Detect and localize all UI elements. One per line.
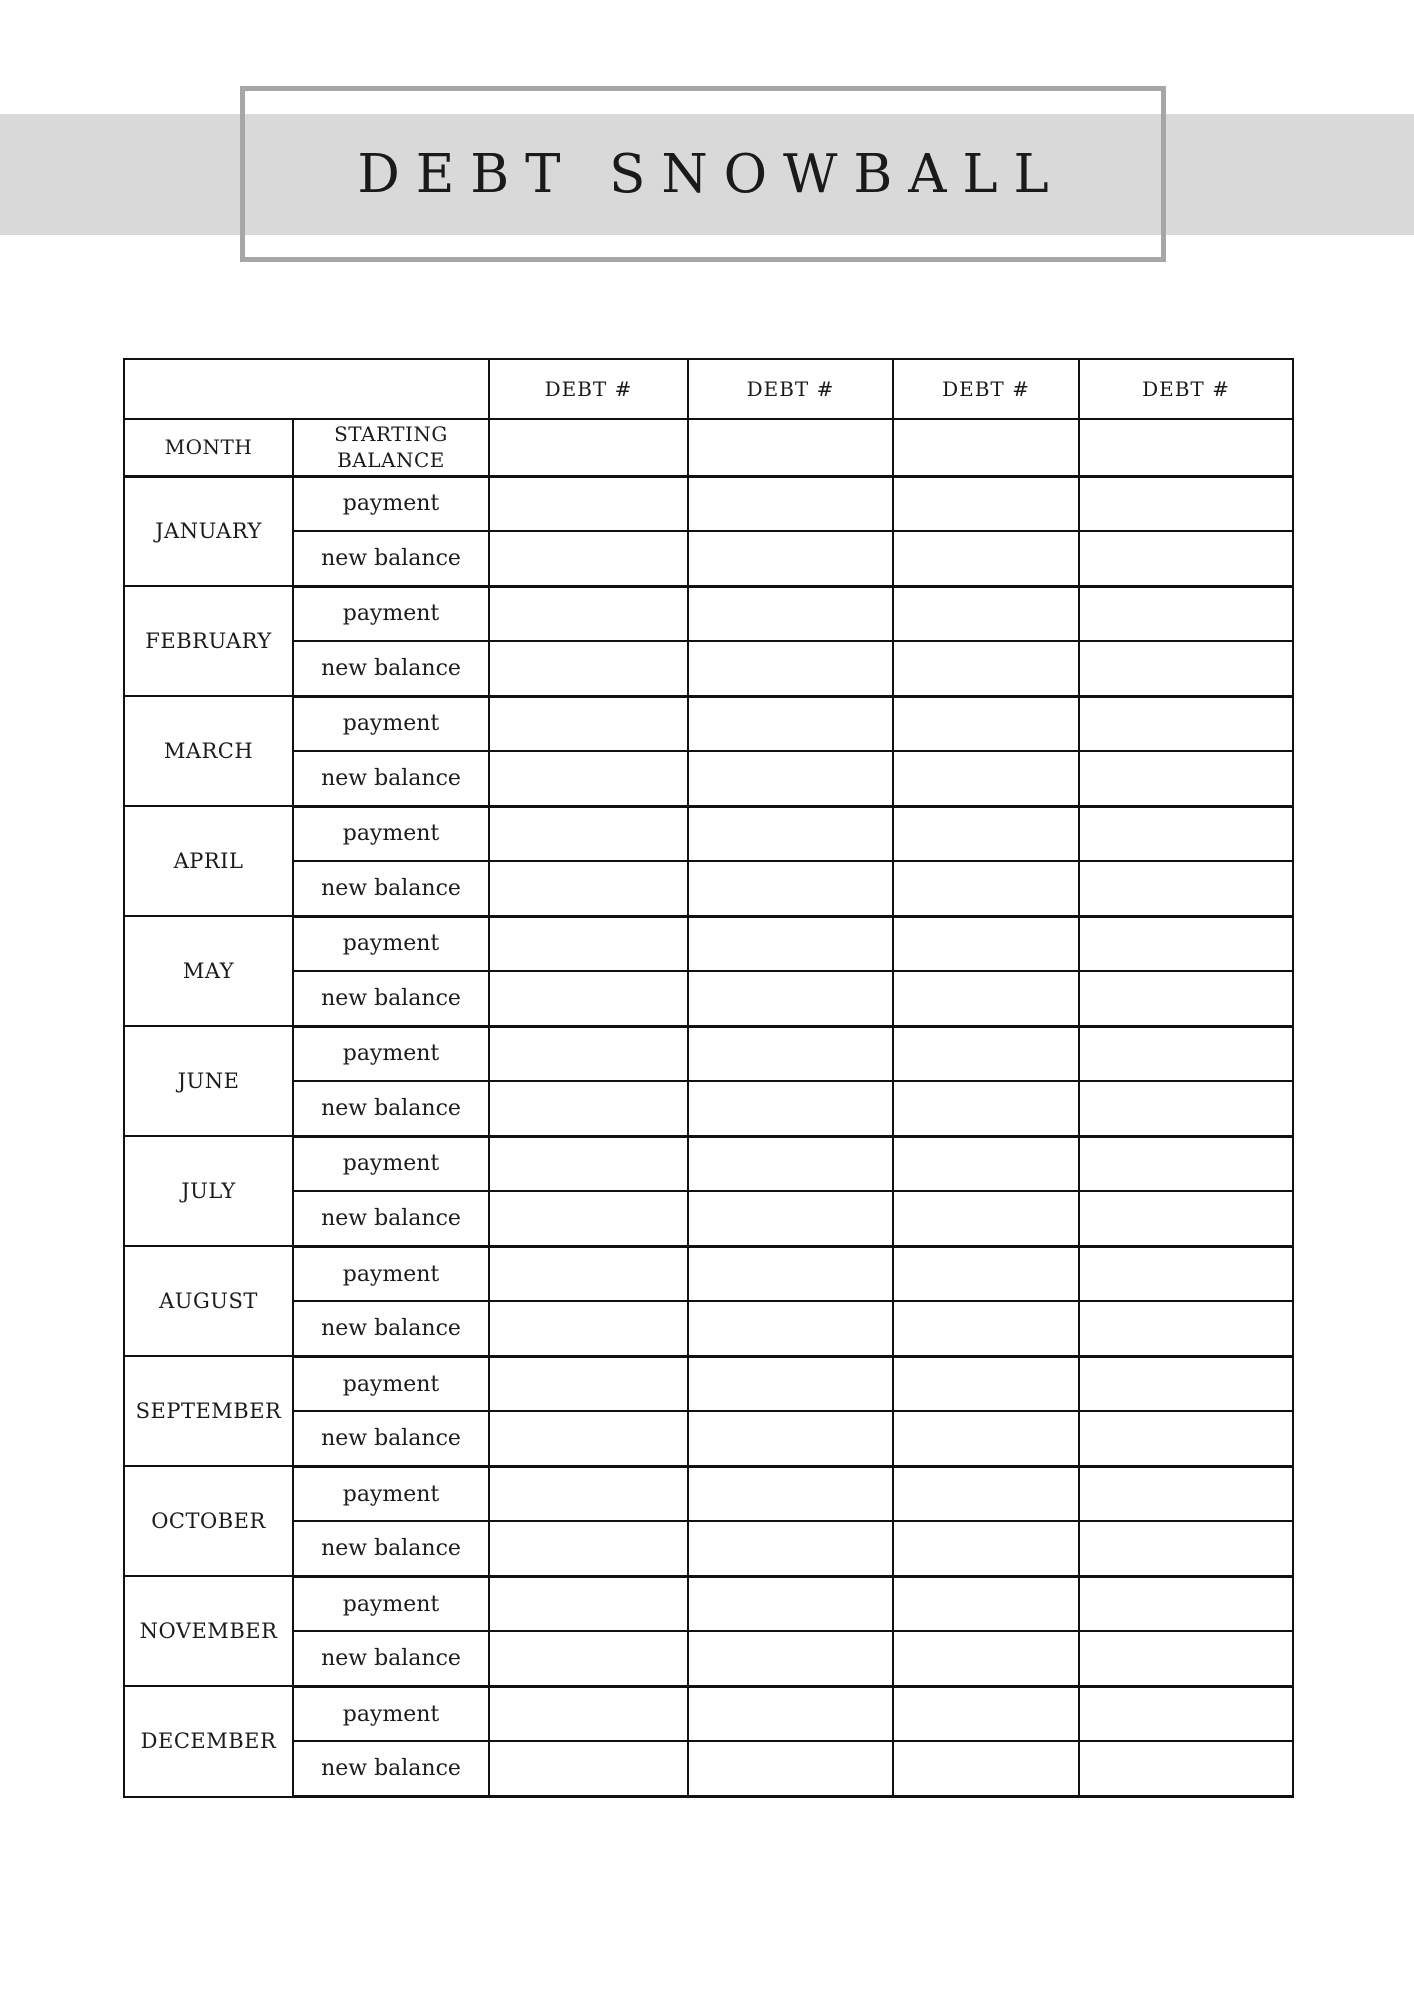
- value-cell[interactable]: [893, 971, 1079, 1026]
- value-cell[interactable]: [489, 1081, 688, 1136]
- value-cell[interactable]: [1079, 1576, 1293, 1631]
- payment-label: payment: [293, 1576, 489, 1631]
- value-cell[interactable]: [688, 861, 893, 916]
- new-balance-row: [124, 1411, 1293, 1466]
- value-cell[interactable]: [489, 806, 688, 861]
- value-cell[interactable]: [688, 916, 893, 971]
- value-cell[interactable]: [489, 1466, 688, 1521]
- debt-header-row: [124, 359, 1293, 419]
- value-cell[interactable]: [1079, 971, 1293, 1026]
- new-balance-row: [124, 531, 1293, 586]
- new-balance-row: [124, 971, 1293, 1026]
- value-cell[interactable]: [893, 861, 1079, 916]
- payment-row: [124, 806, 1293, 861]
- new-balance-label: new balance: [293, 1521, 489, 1576]
- new-balance-row: [124, 641, 1293, 696]
- value-cell[interactable]: [893, 1631, 1079, 1686]
- page-title: DEBT SNOWBALL: [357, 144, 1065, 205]
- value-cell[interactable]: [688, 1576, 893, 1631]
- value-cell[interactable]: [489, 1301, 688, 1356]
- value-cell[interactable]: [1079, 531, 1293, 586]
- value-cell[interactable]: [893, 1136, 1079, 1191]
- value-cell[interactable]: [1079, 751, 1293, 806]
- month-cell: DECEMBER: [124, 1686, 293, 1796]
- payment-label: payment: [293, 1686, 489, 1741]
- month-cell: JANUARY: [124, 476, 293, 586]
- value-cell[interactable]: [893, 1081, 1079, 1136]
- value-cell[interactable]: [688, 971, 893, 1026]
- new-balance-row: [124, 751, 1293, 806]
- debt-column-header[interactable]: DEBT #: [893, 359, 1079, 419]
- new-balance-label: new balance: [293, 1191, 489, 1246]
- payment-label: payment: [293, 1136, 489, 1191]
- starting-balance-line2: BALANCE: [337, 448, 445, 473]
- value-cell[interactable]: [893, 641, 1079, 696]
- value-cell[interactable]: [489, 1356, 688, 1411]
- value-cell[interactable]: [688, 1521, 893, 1576]
- value-cell[interactable]: [893, 531, 1079, 586]
- value-cell[interactable]: [489, 531, 688, 586]
- new-balance-row: [124, 1081, 1293, 1136]
- month-cell: APRIL: [124, 806, 293, 916]
- value-cell[interactable]: [688, 1136, 893, 1191]
- payment-row: [124, 1576, 1293, 1631]
- new-balance-label: new balance: [293, 1081, 489, 1136]
- value-cell[interactable]: [688, 1411, 893, 1466]
- month-cell: FEBRUARY: [124, 586, 293, 696]
- value-cell[interactable]: [1079, 1246, 1293, 1301]
- value-cell[interactable]: [489, 1521, 688, 1576]
- value-cell[interactable]: [489, 1411, 688, 1466]
- month-cell: AUGUST: [124, 1246, 293, 1356]
- value-cell[interactable]: [688, 641, 893, 696]
- new-balance-label: new balance: [293, 1411, 489, 1466]
- value-cell[interactable]: [1079, 1301, 1293, 1356]
- value-cell[interactable]: [893, 1521, 1079, 1576]
- value-cell[interactable]: [893, 1356, 1079, 1411]
- starting-balance-header: [293, 419, 489, 476]
- debt-column-header[interactable]: DEBT #: [1079, 359, 1293, 419]
- month-cell: NOVEMBER: [124, 1576, 293, 1686]
- value-cell[interactable]: [893, 1026, 1079, 1081]
- value-cell[interactable]: [489, 916, 688, 971]
- payment-row: [124, 916, 1293, 971]
- value-cell[interactable]: [1079, 641, 1293, 696]
- new-balance-label: new balance: [293, 1741, 489, 1796]
- value-cell[interactable]: [489, 476, 688, 531]
- new-balance-row: [124, 861, 1293, 916]
- value-cell[interactable]: [688, 1301, 893, 1356]
- payment-row: [124, 1356, 1293, 1411]
- payment-row: [124, 1246, 1293, 1301]
- corner-cell: [124, 359, 489, 419]
- value-cell[interactable]: [1079, 1466, 1293, 1521]
- value-cell[interactable]: [1079, 1356, 1293, 1411]
- value-cell[interactable]: [688, 586, 893, 641]
- value-cell[interactable]: [688, 419, 893, 476]
- value-cell[interactable]: [1079, 861, 1293, 916]
- month-column-header: MONTH: [124, 419, 293, 476]
- value-cell[interactable]: [893, 1466, 1079, 1521]
- value-cell[interactable]: [489, 1246, 688, 1301]
- value-cell[interactable]: [1079, 696, 1293, 751]
- value-cell[interactable]: [489, 1741, 688, 1796]
- payment-label: payment: [293, 1026, 489, 1081]
- value-cell[interactable]: [1079, 1081, 1293, 1136]
- value-cell[interactable]: [1079, 806, 1293, 861]
- new-balance-label: new balance: [293, 751, 489, 806]
- new-balance-label: new balance: [293, 531, 489, 586]
- debt-column-header[interactable]: DEBT #: [688, 359, 893, 419]
- new-balance-row: [124, 1301, 1293, 1356]
- value-cell[interactable]: [1079, 1136, 1293, 1191]
- value-cell[interactable]: [489, 641, 688, 696]
- payment-label: payment: [293, 1466, 489, 1521]
- value-cell[interactable]: [1079, 1686, 1293, 1741]
- value-cell[interactable]: [489, 419, 688, 476]
- value-cell[interactable]: [489, 586, 688, 641]
- value-cell[interactable]: [489, 1136, 688, 1191]
- value-cell[interactable]: [1079, 586, 1293, 641]
- payment-label: payment: [293, 1246, 489, 1301]
- payment-row: [124, 1026, 1293, 1081]
- month-cell: SEPTEMBER: [124, 1356, 293, 1466]
- value-cell[interactable]: [1079, 476, 1293, 531]
- month-cell: JULY: [124, 1136, 293, 1246]
- value-cell[interactable]: [688, 1631, 893, 1686]
- payment-label: payment: [293, 696, 489, 751]
- payment-label: payment: [293, 1356, 489, 1411]
- new-balance-row: [124, 1191, 1293, 1246]
- value-cell[interactable]: [688, 1191, 893, 1246]
- value-cell[interactable]: [1079, 1191, 1293, 1246]
- value-cell[interactable]: [893, 1686, 1079, 1741]
- month-header-row: [124, 419, 1293, 476]
- value-cell[interactable]: [893, 806, 1079, 861]
- value-cell[interactable]: [688, 1356, 893, 1411]
- value-cell[interactable]: [489, 696, 688, 751]
- value-cell[interactable]: [688, 1026, 893, 1081]
- debt-snowball-table: [123, 358, 1294, 1798]
- payment-row: [124, 1136, 1293, 1191]
- debt-column-header[interactable]: DEBT #: [489, 359, 688, 419]
- value-cell[interactable]: [893, 586, 1079, 641]
- value-cell[interactable]: [489, 861, 688, 916]
- value-cell[interactable]: [893, 1741, 1079, 1796]
- value-cell[interactable]: [893, 916, 1079, 971]
- payment-row: [124, 476, 1293, 531]
- value-cell[interactable]: [688, 696, 893, 751]
- value-cell[interactable]: [688, 531, 893, 586]
- value-cell[interactable]: [893, 751, 1079, 806]
- value-cell[interactable]: [489, 1686, 688, 1741]
- payment-label: payment: [293, 916, 489, 971]
- value-cell[interactable]: [1079, 1026, 1293, 1081]
- value-cell[interactable]: [893, 419, 1079, 476]
- value-cell[interactable]: [893, 1191, 1079, 1246]
- value-cell[interactable]: [893, 476, 1079, 531]
- value-cell[interactable]: [1079, 916, 1293, 971]
- value-cell[interactable]: [893, 1246, 1079, 1301]
- value-cell[interactable]: [688, 476, 893, 531]
- value-cell[interactable]: [489, 1026, 688, 1081]
- value-cell[interactable]: [893, 696, 1079, 751]
- payment-row: [124, 586, 1293, 641]
- value-cell[interactable]: [1079, 1741, 1293, 1796]
- payment-label: payment: [293, 806, 489, 861]
- value-cell[interactable]: [489, 751, 688, 806]
- starting-balance-line1: STARTING: [334, 422, 448, 447]
- value-cell[interactable]: [1079, 419, 1293, 476]
- value-cell[interactable]: [688, 1081, 893, 1136]
- value-cell[interactable]: [489, 1631, 688, 1686]
- new-balance-row: [124, 1631, 1293, 1686]
- new-balance-row: [124, 1741, 1293, 1796]
- payment-label: payment: [293, 476, 489, 531]
- value-cell[interactable]: [489, 971, 688, 1026]
- payment-label: payment: [293, 586, 489, 641]
- value-cell[interactable]: [489, 1191, 688, 1246]
- value-cell[interactable]: [893, 1301, 1079, 1356]
- new-balance-row: [124, 1521, 1293, 1576]
- value-cell[interactable]: [688, 806, 893, 861]
- payment-row: [124, 696, 1293, 751]
- value-cell[interactable]: [893, 1576, 1079, 1631]
- payment-row: [124, 1466, 1293, 1521]
- payment-row: [124, 1686, 1293, 1741]
- new-balance-label: new balance: [293, 971, 489, 1026]
- month-cell: JUNE: [124, 1026, 293, 1136]
- value-cell[interactable]: [688, 1686, 893, 1741]
- month-cell: OCTOBER: [124, 1466, 293, 1576]
- new-balance-label: new balance: [293, 1631, 489, 1686]
- value-cell[interactable]: [489, 1576, 688, 1631]
- new-balance-label: new balance: [293, 1301, 489, 1356]
- value-cell[interactable]: [688, 751, 893, 806]
- month-cell: MARCH: [124, 696, 293, 806]
- value-cell[interactable]: [1079, 1411, 1293, 1466]
- value-cell[interactable]: [688, 1741, 893, 1796]
- value-cell[interactable]: [688, 1466, 893, 1521]
- month-cell: MAY: [124, 916, 293, 1026]
- new-balance-label: new balance: [293, 641, 489, 696]
- value-cell[interactable]: [893, 1411, 1079, 1466]
- value-cell[interactable]: [1079, 1631, 1293, 1686]
- value-cell[interactable]: [1079, 1521, 1293, 1576]
- new-balance-label: new balance: [293, 861, 489, 916]
- value-cell[interactable]: [688, 1246, 893, 1301]
